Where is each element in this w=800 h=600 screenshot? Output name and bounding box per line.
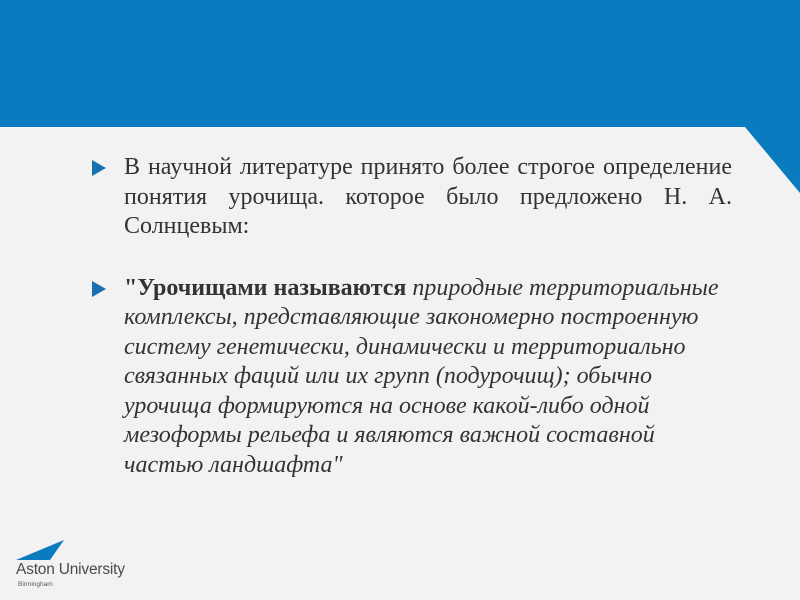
aston-triangle-logo-icon (16, 540, 64, 560)
triangle-bullet-icon (92, 160, 106, 176)
quote-text (124, 274, 732, 481)
slide-content (92, 153, 732, 480)
triangle-bullet-icon (92, 281, 106, 297)
bullet-item-definition-intro (92, 153, 732, 242)
quote-bold-lead: "Урочищами называются (124, 274, 407, 301)
aston-university-logo (16, 540, 146, 590)
logo-name: Aston University (16, 561, 125, 578)
logo-city: Birmingham (18, 581, 53, 588)
bullet-item-definition-quote (92, 274, 732, 481)
quote-italic-body: природные территориальные комплексы, представляющие закономерно построенную систему генетически, динамически и территориально связанных фаций или их групп (подурочищ); обычно урочища формируются на основе какой-либо одной мезоформы рельефа и являются важной составной частью ландшафта" (124, 274, 719, 478)
bullet-text: В научной литературе принято более строгое определение понятия урочища. которое было предложено Н. А. Солнцевым: (124, 154, 732, 239)
